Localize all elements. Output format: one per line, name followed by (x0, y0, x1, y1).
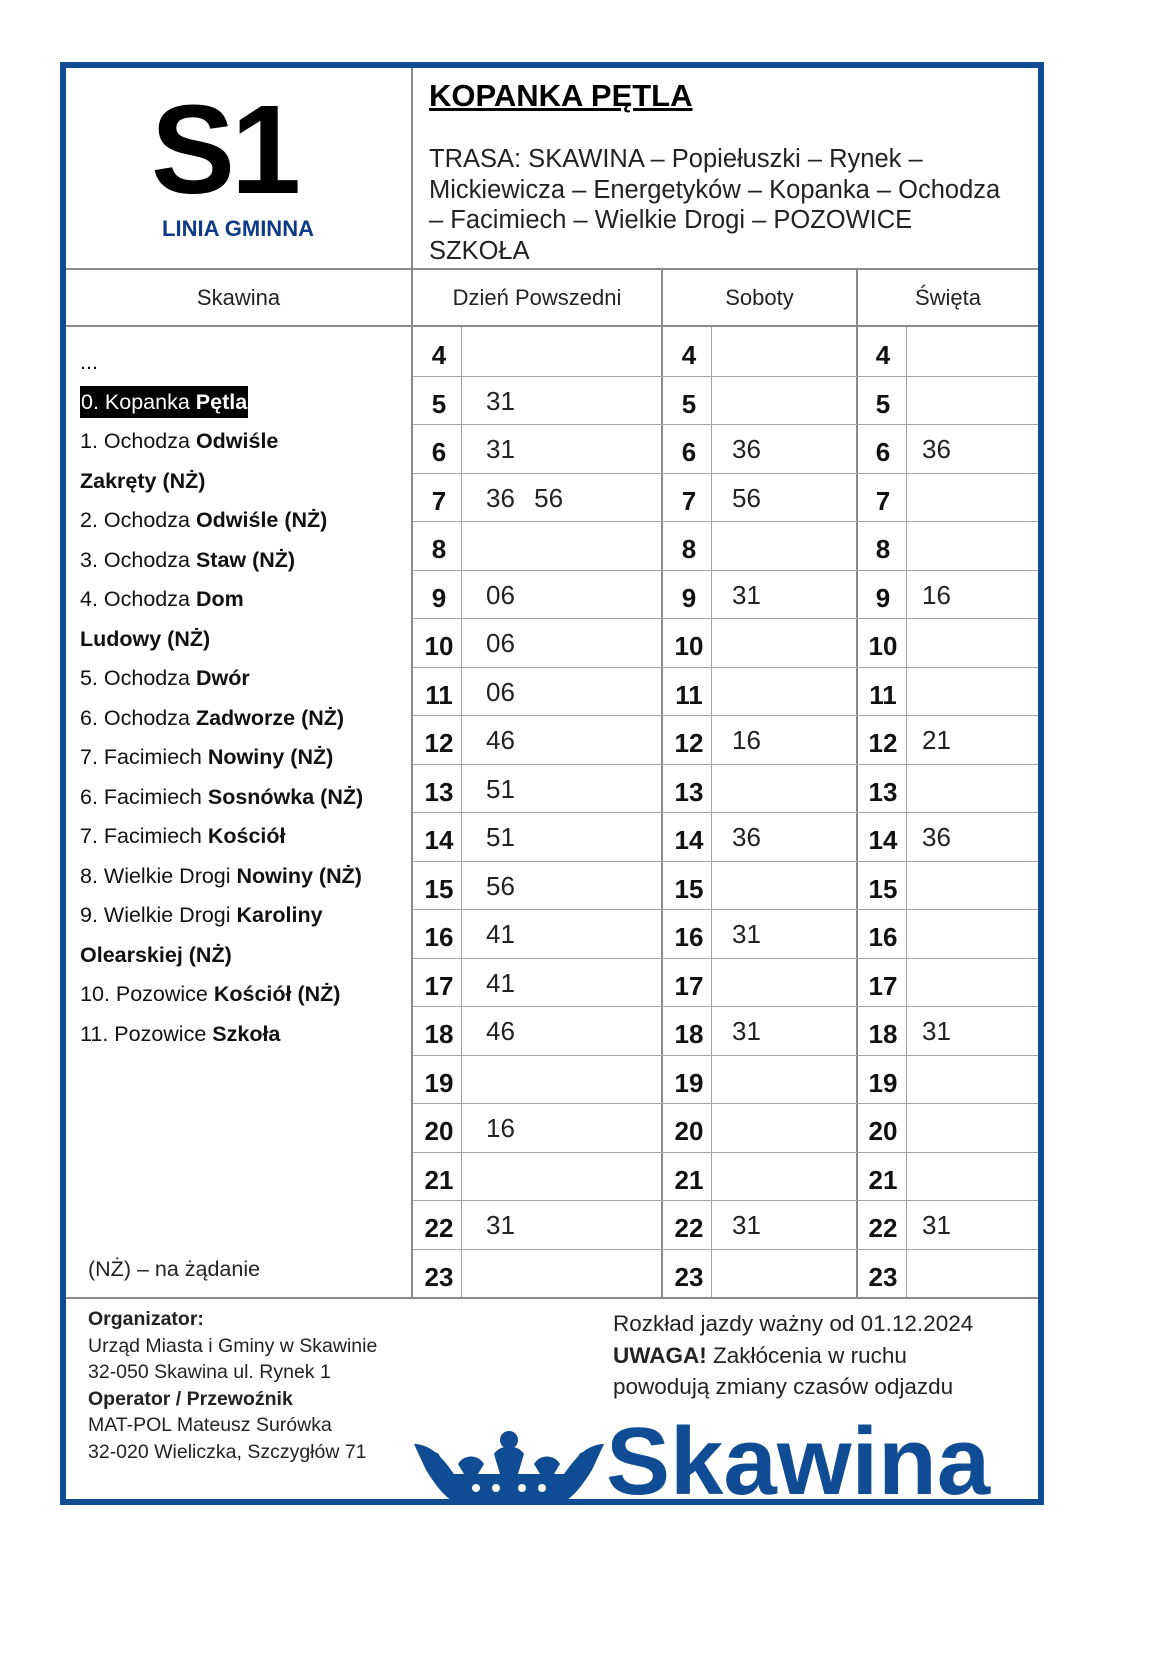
row-divider (413, 958, 1038, 959)
hour-cell-weekday: 7 (431, 485, 447, 516)
stop-name-bold: Sosnówka (NŻ) (207, 784, 364, 809)
hour-cell-saturday: 14 (674, 825, 704, 855)
minutes-cell-weekday: 51 (486, 822, 515, 852)
stop-name-bold: Zadworze (NŻ) (195, 705, 345, 730)
row-divider (413, 618, 1038, 619)
row-divider (413, 1249, 1038, 1250)
minutes-cell-weekday: 06 (486, 628, 515, 658)
warning-label: UWAGA! (613, 1342, 707, 1368)
hour-cell-weekday: 19 (424, 1067, 454, 1098)
minutes-cell-saturday: 31 (732, 919, 761, 949)
operator-name: MAT-POL Mateusz Surówka (88, 1414, 332, 1436)
hour-cell-holiday: 18 (868, 1019, 898, 1049)
row-divider (413, 521, 1038, 522)
hour-cell-holiday: 7 (875, 485, 891, 516)
hour-cell-holiday: 9 (875, 582, 891, 613)
column-header-saturday: Soboty (725, 285, 794, 310)
hour-cell-saturday: 23 (674, 1261, 704, 1292)
footer-organizer (88, 1306, 377, 1465)
hour-cell-holiday: 19 (868, 1067, 898, 1098)
hour-cell-saturday: 4 (681, 340, 697, 370)
hour-cell-saturday: 18 (674, 1019, 704, 1049)
hour-cell-weekday: 18 (424, 1019, 454, 1049)
hour-cell-weekday: 22 (424, 1213, 454, 1243)
route-description: TRASA: SKAWINA – Popiełuszki – Rynek – Mickiewicza – Energetyków – Kopanka – Ochodza – Facimiech – Wielkie Drogi – POZOWICE SZKOŁA (429, 145, 1001, 265)
hour-cell-saturday: 9 (681, 582, 697, 613)
stop-item (80, 778, 410, 818)
line-type: LINIA GMINNA (162, 216, 314, 241)
hour-cell-saturday: 10 (674, 631, 704, 661)
stop-name-bold: Nowiny (NŻ) (207, 745, 334, 769)
stop-list (80, 343, 410, 1054)
stop-name-bold: Odwiśle (NŻ) (195, 508, 328, 532)
stop-name-bold: Karoliny (236, 903, 323, 927)
hour-cell-saturday: 21 (674, 1164, 704, 1195)
row-divider (413, 861, 1038, 862)
stop-item (80, 936, 410, 976)
stop-item (80, 580, 410, 620)
hour-cell-weekday: 4 (431, 340, 447, 370)
minutes-cell-holiday: 16 (922, 579, 951, 610)
stop-prefix: 1. Ochodza (80, 429, 196, 453)
minutes-cell-holiday: 21 (922, 725, 951, 755)
row-divider (413, 473, 1038, 474)
destination-title: KOPANKA PĘTLA (429, 78, 693, 113)
hour-cell-holiday: 22 (868, 1213, 898, 1243)
row-divider (413, 1200, 1038, 1201)
stop-item (80, 541, 410, 581)
stop-item (80, 1015, 410, 1055)
hour-cell-saturday: 16 (674, 922, 704, 952)
hour-cell-weekday: 8 (431, 534, 447, 564)
stop-prefix: 7. Facimiech (80, 824, 208, 848)
hour-cell-holiday: 5 (875, 388, 891, 419)
valid-from: Rozkład jazdy ważny od 01.12.2024 (613, 1311, 974, 1336)
hour-cell-weekday: 23 (424, 1261, 454, 1292)
minutes-cell-weekday: 41 (486, 967, 515, 998)
hour-cell-saturday: 5 (681, 388, 697, 419)
hour-cell-weekday: 16 (424, 922, 454, 952)
hour-cell-holiday: 17 (868, 970, 898, 1001)
stop-prefix: ... (80, 350, 98, 374)
divider (411, 68, 413, 1297)
minutes-cell-weekday: 51 (486, 773, 515, 804)
hour-cell-holiday: 23 (868, 1261, 898, 1292)
hour-cell-saturday: 17 (674, 970, 704, 1001)
minutes-cell-weekday: 31 (486, 1210, 515, 1240)
minutes-cell-weekday: 36 56 (486, 482, 564, 513)
stop-prefix: 10. Pozowice (80, 982, 214, 1006)
row-divider (413, 764, 1038, 765)
row-divider (413, 812, 1038, 813)
hour-cell-weekday: 20 (424, 1116, 454, 1146)
hour-cell-saturday: 22 (674, 1213, 704, 1243)
minutes-cell-saturday: 31 (732, 1210, 761, 1240)
stop-item (80, 422, 410, 462)
minutes-cell-holiday: 36 (922, 434, 951, 464)
stop-prefix: 0. Kopanka (81, 389, 196, 414)
stop-prefix: 5. Ochodza (80, 666, 196, 690)
line-number: S1 (150, 79, 298, 220)
stop-name-bold: Olearskiej (NŻ) (80, 942, 232, 967)
operator-label: Operator / Przewoźnik (88, 1387, 293, 1410)
footer-validity (613, 1308, 993, 1403)
crown-icon (414, 1430, 604, 1506)
stop-name-bold: Pętla (195, 389, 248, 414)
minutes-cell-weekday: 56 (486, 870, 515, 901)
operator-address: 32-020 Wieliczka, Szczygłów 71 (88, 1440, 367, 1463)
hour-cell-weekday: 14 (424, 825, 454, 855)
minutes-cell-saturday: 36 (732, 822, 761, 852)
minutes-cell-weekday: 31 (486, 434, 515, 464)
organizer-label: Organizator: (88, 1308, 204, 1330)
hour-cell-holiday: 13 (868, 776, 898, 807)
hour-cell-saturday: 19 (674, 1067, 704, 1098)
hour-cell-holiday: 14 (868, 825, 898, 855)
hour-cell-weekday: 21 (424, 1164, 454, 1195)
stop-item (80, 857, 410, 897)
hour-cell-saturday: 13 (674, 776, 704, 807)
minutes-cell-holiday: 31 (922, 1016, 951, 1046)
row-divider (413, 570, 1038, 571)
row-divider (413, 424, 1038, 425)
organizer-address: 32-050 Skawina ul. Rynek 1 (88, 1361, 331, 1383)
hour-cell-holiday: 12 (868, 728, 898, 758)
minutes-cell-saturday: 31 (732, 1016, 761, 1046)
stop-item (80, 659, 410, 699)
row-divider (413, 667, 1038, 668)
hour-cell-saturday: 7 (681, 485, 697, 516)
column-header-weekday: Dzień Powszedni (452, 285, 622, 310)
divider (661, 268, 663, 1298)
row-divider (413, 909, 1038, 910)
stop-prefix: 11. Pozowice (80, 1021, 213, 1046)
stop-name-bold: Staw (NŻ) (195, 547, 296, 572)
stop-name-bold: Szkoła (212, 1021, 281, 1046)
stop-prefix: 8. Wielkie Drogi (80, 863, 237, 888)
stop-name-bold: Zakręty (NŻ) (80, 468, 206, 493)
stop-prefix: 4. Ochodza (80, 587, 196, 611)
stop-item (80, 383, 410, 423)
stop-prefix: 2. Ochodza (80, 508, 196, 532)
stop-name-bold: Dwór (195, 666, 250, 690)
stop-item (80, 343, 410, 383)
minutes-cell-weekday: 06 (486, 676, 515, 707)
warning-text: Zakłócenia w ruchu powodują zmiany czasów odjazdu (613, 1342, 954, 1399)
hour-cell-holiday: 10 (868, 631, 898, 661)
brand-wordmark: Skawina (606, 1408, 991, 1515)
hour-cell-weekday: 11 (425, 679, 453, 710)
minutes-cell-saturday: 16 (732, 725, 761, 755)
stop-prefix: 9. Wielkie Drogi (80, 903, 237, 927)
hour-cell-weekday: 6 (431, 437, 447, 467)
request-stop-note: (NŻ) – na żądanie (88, 1257, 261, 1281)
hour-cell-weekday: 10 (424, 631, 454, 661)
minutes-cell-weekday: 06 (486, 579, 515, 610)
hour-cell-holiday: 20 (868, 1116, 898, 1146)
stop-name-bold: Kościół (NŻ) (213, 982, 341, 1006)
minutes-cell-weekday: 16 (486, 1113, 515, 1143)
row-divider (413, 1103, 1038, 1104)
stop-prefix: 6. Ochodza (80, 705, 196, 730)
stop-item (80, 501, 410, 541)
stop-name-bold: Nowiny (NŻ) (236, 863, 362, 888)
hour-cell-weekday: 13 (424, 776, 454, 807)
minutes-cell-weekday: 31 (486, 385, 515, 416)
hour-cell-weekday: 17 (424, 970, 454, 1001)
hour-cell-holiday: 11 (869, 679, 897, 710)
hour-cell-saturday: 15 (674, 873, 704, 904)
minutes-cell-weekday: 41 (486, 919, 515, 949)
hour-cell-holiday: 4 (875, 340, 891, 370)
hour-cell-holiday: 21 (868, 1164, 898, 1195)
minutes-cell-saturday: 36 (732, 434, 761, 464)
stop-item (80, 462, 410, 502)
column-header-holiday: Święta (914, 285, 982, 310)
stop-item (80, 699, 410, 739)
stop-name-bold: Dom (195, 587, 244, 611)
hour-cell-holiday: 16 (868, 922, 898, 952)
minutes-cell-saturday: 56 (732, 482, 761, 513)
organizer-name: Urząd Miasta i Gminy w Skawinie (88, 1334, 378, 1357)
stop-name-bold: Kościół (207, 824, 286, 848)
hour-cell-weekday: 9 (431, 582, 447, 613)
stop-item (80, 817, 410, 857)
minutes-cell-saturday: 31 (732, 579, 761, 610)
minutes-cell-weekday: 46 (486, 1016, 515, 1046)
row-divider (413, 1152, 1038, 1153)
column-header-stops: Skawina (196, 285, 281, 310)
hour-cell-saturday: 11 (675, 679, 703, 710)
hour-cell-weekday: 15 (424, 873, 454, 904)
hour-cell-saturday: 6 (681, 437, 697, 467)
hour-cell-saturday: 12 (674, 728, 704, 758)
stop-prefix: 6. Facimiech (80, 784, 208, 809)
row-divider (413, 1006, 1038, 1007)
minutes-cell-holiday: 36 (922, 822, 951, 852)
stop-item (80, 620, 410, 660)
hour-cell-saturday: 8 (681, 534, 697, 564)
hour-cell-weekday: 5 (431, 388, 447, 419)
hour-cell-saturday: 20 (674, 1116, 704, 1146)
row-divider (413, 1055, 1038, 1056)
stop-item (80, 738, 410, 778)
stop-name-bold: Ludowy (NŻ) (80, 626, 211, 651)
stop-prefix: 3. Ochodza (80, 547, 196, 572)
hour-cell-holiday: 6 (875, 437, 891, 467)
stop-name-bold: Odwiśle (195, 429, 279, 453)
hour-cell-weekday: 12 (424, 728, 454, 758)
minutes-cell-holiday: 31 (922, 1210, 951, 1240)
minutes-cell-weekday: 46 (486, 725, 515, 755)
stop-item (80, 896, 410, 936)
hour-cell-holiday: 8 (875, 534, 891, 564)
stop-item (80, 975, 410, 1015)
row-divider (413, 715, 1038, 716)
stop-prefix: 7. Facimiech (80, 745, 208, 769)
hour-cell-holiday: 15 (868, 873, 898, 904)
row-divider (413, 376, 1038, 377)
